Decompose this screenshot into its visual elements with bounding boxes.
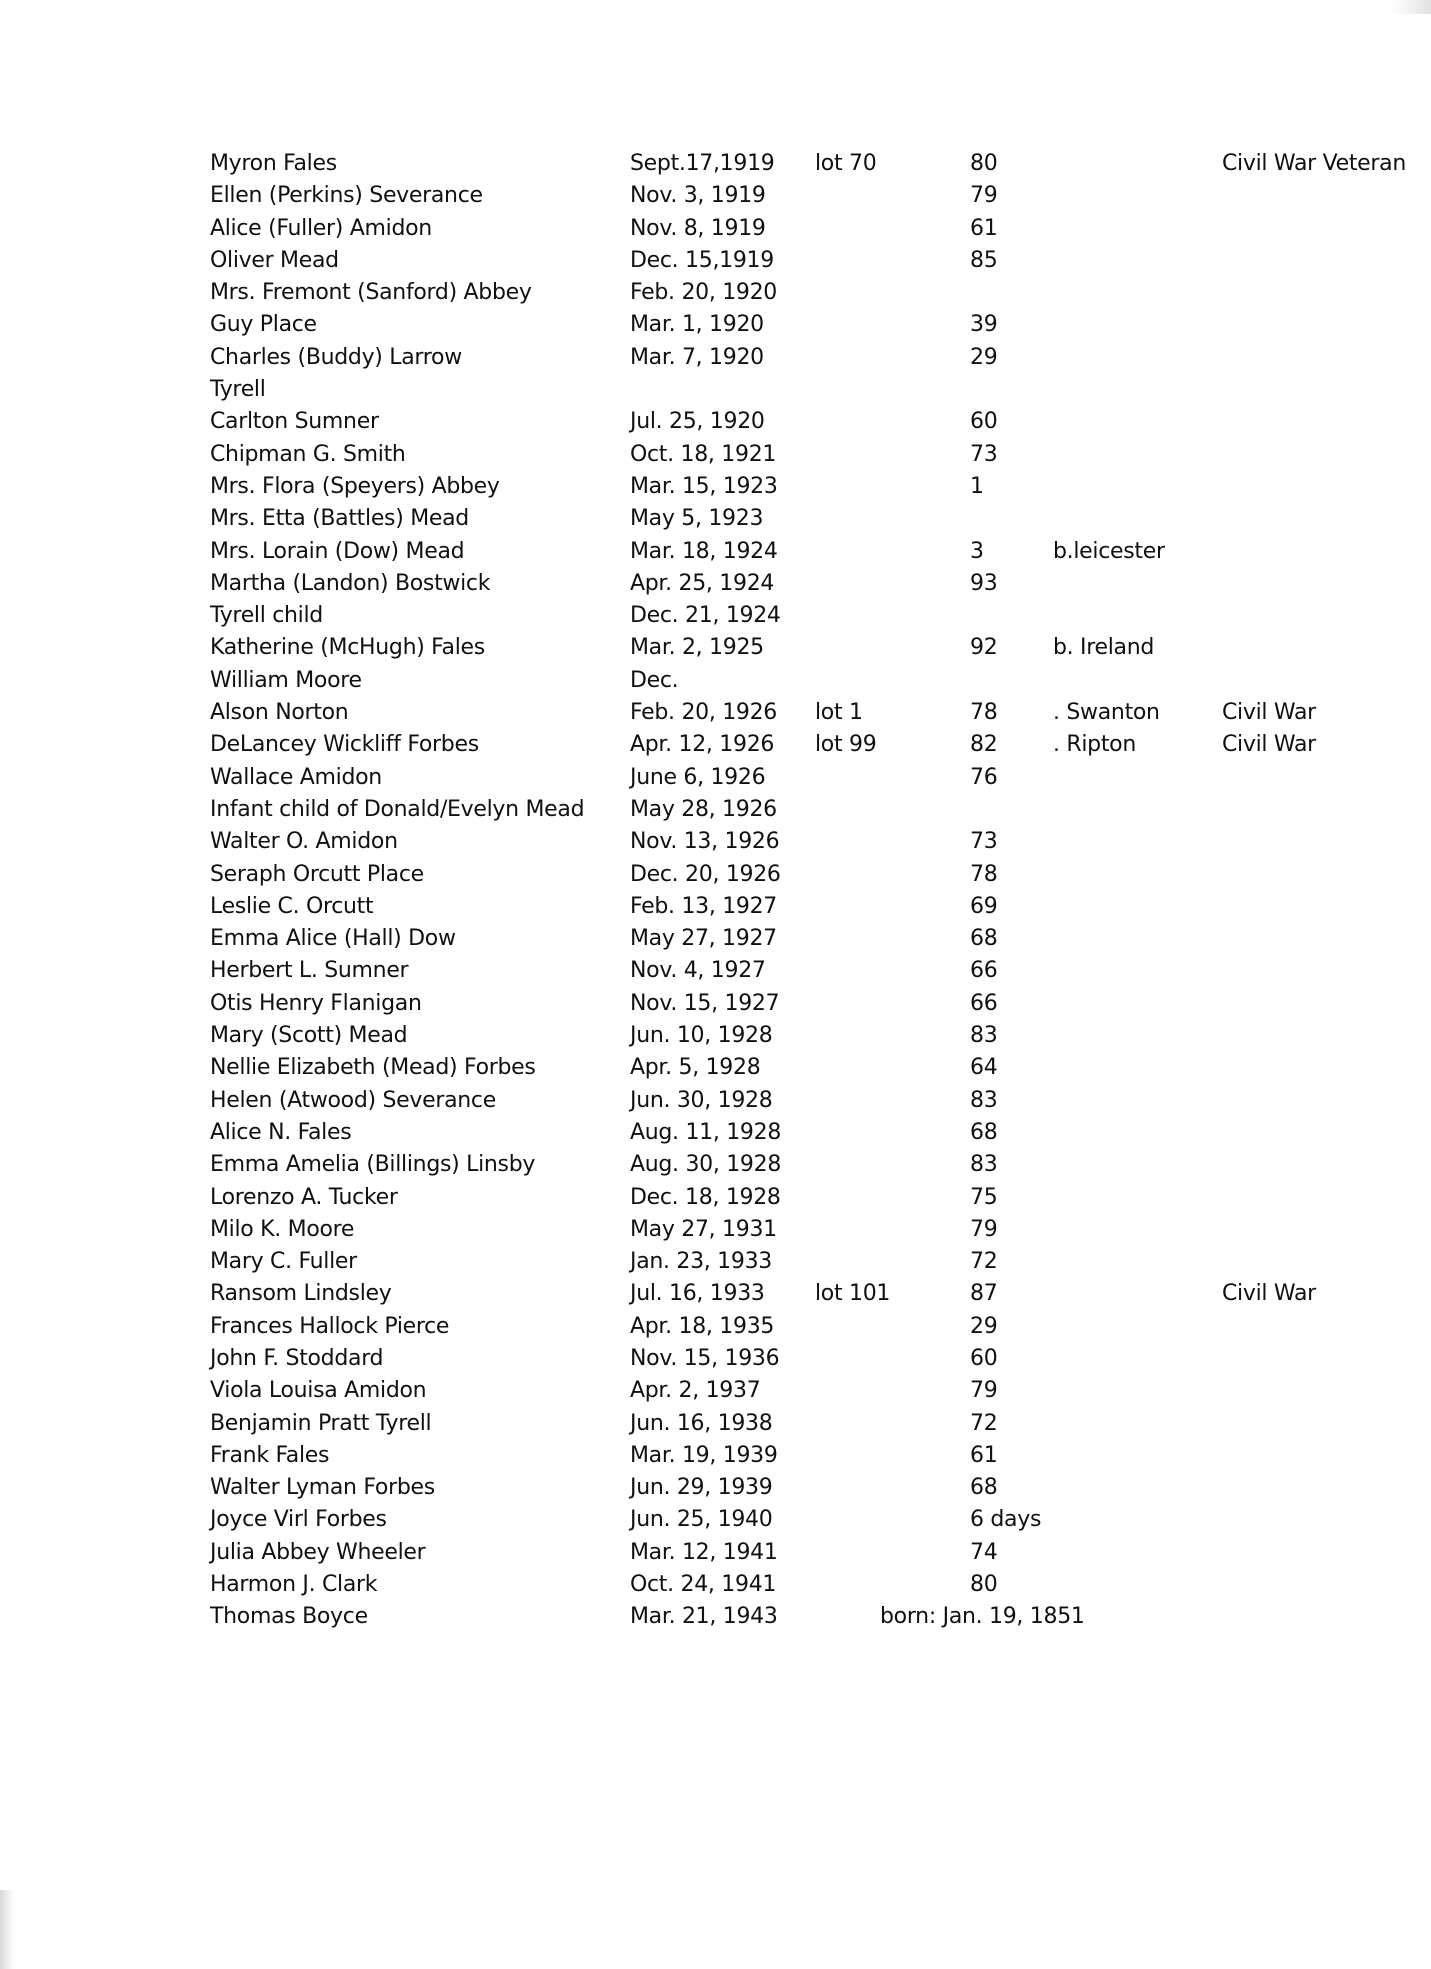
record-age: 39 [970,312,998,338]
record-date: Nov. 15, 1927 [630,990,780,1016]
record-name: Mrs. Flora (Speyers) Abbey [210,473,500,499]
record-date: Mar. 15, 1923 [630,473,778,499]
record-row [0,665,1431,697]
record-date: Dec. 20, 1926 [630,861,781,887]
record-name: Carlton Sumner [210,409,379,435]
record-name: Alice (Fuller) Amidon [210,215,432,241]
record-age: 83 [970,1023,998,1049]
record-note: Civil War [1222,1281,1316,1307]
record-row [0,1020,1431,1052]
record-row [0,1278,1431,1310]
record-row [0,988,1431,1020]
record-date: Mar. 1, 1920 [630,312,764,338]
record-date: Dec. [630,667,679,693]
record-age: 79 [970,1378,998,1404]
record-row [0,1569,1431,1601]
record-name: Infant child of Donald/Evelyn Mead [210,796,585,822]
record-name: Guy Place [210,312,317,338]
record-row [0,794,1431,826]
record-date: Jun. 29, 1939 [630,1475,773,1501]
record-age: 79 [970,183,998,209]
record-name: Seraph Orcutt Place [210,861,424,887]
record-name: Tyrell child [210,603,323,629]
record-row [0,1182,1431,1214]
record-name: Mrs. Lorain (Dow) Mead [210,538,465,564]
record-name: Katherine (McHugh) Fales [210,635,485,661]
record-age: 85 [970,247,998,273]
record-row [0,1149,1431,1181]
record-date: Jun. 16, 1938 [630,1410,773,1436]
record-name: Alson Norton [210,700,349,726]
record-age: 3 [970,538,984,564]
record-row [0,1214,1431,1246]
record-name: Leslie C. Orcutt [210,893,374,919]
record-date: Feb. 20, 1926 [630,700,778,726]
record-date: Oct. 24, 1941 [630,1572,777,1598]
record-age: 66 [970,990,998,1016]
record-age: 61 [970,1442,998,1468]
record-age: 83 [970,1087,998,1113]
record-date: Aug. 30, 1928 [630,1152,782,1178]
record-name: Tyrell [210,377,266,403]
record-name: Charles (Buddy) Larrow [210,344,462,370]
record-name: Harmon J. Clark [210,1572,378,1598]
record-date: Dec. 15,1919 [630,247,774,273]
record-name: Benjamin Pratt Tyrell [210,1410,432,1436]
record-age: 68 [970,926,998,952]
record-age: 72 [970,1410,998,1436]
record-name: Herbert L. Sumner [210,958,409,984]
record-row [0,245,1431,277]
record-name: William Moore [210,667,362,693]
record-row [0,1601,1431,1633]
record-name: Milo K. Moore [210,1216,355,1242]
record-date: May 5, 1923 [630,506,764,532]
record-name: Chipman G. Smith [210,441,406,467]
record-date: Apr. 25, 1924 [630,570,775,596]
record-age: 60 [970,1345,998,1371]
record-date: Apr. 12, 1926 [630,732,775,758]
record-date: Jul. 16, 1933 [630,1281,765,1307]
record-row [0,1085,1431,1117]
record-age: 69 [970,893,998,919]
record-age: 82 [970,732,998,758]
record-row [0,632,1431,664]
record-age: 60 [970,409,998,435]
record-date: Jun. 30, 1928 [630,1087,773,1113]
record-name: Walter O. Amidon [210,829,398,855]
record-lot: lot 1 [815,700,863,726]
record-birthplace: . Swanton [1053,700,1160,726]
record-date: Feb. 20, 1920 [630,280,778,306]
record-row [0,1343,1431,1375]
record-age: 74 [970,1539,998,1565]
record-name: Joyce Virl Forbes [210,1507,387,1533]
record-name: Ransom Lindsley [210,1281,392,1307]
record-name: Emma Alice (Hall) Dow [210,926,456,952]
record-row [0,309,1431,341]
record-note: Civil War [1222,732,1316,758]
record-age: 80 [970,1572,998,1598]
record-age: 76 [970,764,998,790]
record-row [0,1052,1431,1084]
record-name: Wallace Amidon [210,764,382,790]
record-date: May 28, 1926 [630,796,777,822]
record-date: Nov. 4, 1927 [630,958,766,984]
record-age: 87 [970,1281,998,1307]
record-age: 78 [970,700,998,726]
record-age: 72 [970,1249,998,1275]
record-date: Apr. 18, 1935 [630,1313,775,1339]
record-name: Lorenzo A. Tucker [210,1184,398,1210]
record-date: Jun. 25, 1940 [630,1507,773,1533]
record-row [0,923,1431,955]
record-date: Dec. 21, 1924 [630,603,781,629]
record-row [0,1117,1431,1149]
record-row [0,536,1431,568]
record-date: Nov. 13, 1926 [630,829,780,855]
record-age: 79 [970,1216,998,1242]
record-row [0,762,1431,794]
record-age: 1 [970,473,984,499]
record-birthplace: b.leicester [1053,538,1165,564]
record-row [0,600,1431,632]
record-date: Mar. 7, 1920 [630,344,764,370]
record-date: Jan. 23, 1933 [630,1249,772,1275]
record-age: 29 [970,1313,998,1339]
record-name: Alice N. Fales [210,1119,352,1145]
record-age: 66 [970,958,998,984]
record-date: Aug. 11, 1928 [630,1119,782,1145]
record-row [0,213,1431,245]
record-age: 78 [970,861,998,887]
record-age: 61 [970,215,998,241]
scan-edge-shadow [0,1890,14,1969]
record-name: Helen (Atwood) Severance [210,1087,496,1113]
record-date: Nov. 15, 1936 [630,1345,780,1371]
record-date: Mar. 21, 1943 [630,1604,778,1630]
record-name: Frances Hallock Pierce [210,1313,450,1339]
record-date: Nov. 8, 1919 [630,215,766,241]
record-row [0,1246,1431,1278]
record-date: May 27, 1927 [630,926,777,952]
record-note: Civil War Veteran [1222,151,1406,176]
scan-corner-shadow [1391,0,1431,14]
record-age: 80 [970,151,998,176]
burial-records-list [0,148,1431,1634]
record-name: DeLancey Wickliff Forbes [210,732,479,758]
record-date: Sept.17,1919 [630,151,775,176]
record-birthplace: . Ripton [1053,732,1136,758]
record-note: Civil War [1222,700,1316,726]
record-date: Dec. 18, 1928 [630,1184,781,1210]
record-age: 6 days [970,1507,1042,1533]
record-age: 68 [970,1119,998,1145]
record-name: Mary (Scott) Mead [210,1023,408,1049]
record-row [0,471,1431,503]
record-date: May 27, 1931 [630,1216,777,1242]
record-name: Viola Louisa Amidon [210,1378,427,1404]
record-date: Mar. 2, 1925 [630,635,764,661]
record-age: 68 [970,1475,998,1501]
record-name: Mrs. Fremont (Sanford) Abbey [210,280,532,306]
record-row [0,1472,1431,1504]
record-lot: lot 70 [815,151,877,176]
record-row [0,1504,1431,1536]
record-born-note: born: Jan. 19, 1851 [880,1604,1085,1630]
record-row [0,826,1431,858]
record-row [0,697,1431,729]
record-row [0,180,1431,212]
record-row [0,374,1431,406]
record-age: 73 [970,441,998,467]
record-date: Apr. 2, 1937 [630,1378,761,1404]
record-date: Jul. 25, 1920 [630,409,765,435]
record-age: 83 [970,1152,998,1178]
record-lot: lot 101 [815,1281,891,1307]
record-name: Walter Lyman Forbes [210,1475,435,1501]
record-name: Myron Fales [210,151,337,176]
record-date: Jun. 10, 1928 [630,1023,773,1049]
record-row [0,439,1431,471]
record-name: Ellen (Perkins) Severance [210,183,483,209]
record-birthplace: b. Ireland [1053,635,1155,661]
record-date: Nov. 3, 1919 [630,183,766,209]
record-row [0,955,1431,987]
record-date: Mar. 19, 1939 [630,1442,778,1468]
record-name: Emma Amelia (Billings) Linsby [210,1152,536,1178]
record-name: Julia Abbey Wheeler [210,1539,426,1565]
record-row [0,859,1431,891]
record-row [0,148,1431,180]
record-row [0,1408,1431,1440]
record-name: Nellie Elizabeth (Mead) Forbes [210,1055,536,1081]
record-row [0,277,1431,309]
record-age: 29 [970,344,998,370]
record-row [0,1311,1431,1343]
record-name: John F. Stoddard [210,1345,384,1371]
record-name: Mary C. Fuller [210,1249,357,1275]
record-row [0,729,1431,761]
record-name: Martha (Landon) Bostwick [210,570,491,596]
record-name: Frank Fales [210,1442,330,1468]
record-date: Apr. 5, 1928 [630,1055,761,1081]
record-date: Mar. 18, 1924 [630,538,778,564]
record-name: Thomas Boyce [210,1604,368,1630]
record-row [0,406,1431,438]
record-date: Mar. 12, 1941 [630,1539,778,1565]
record-row [0,1440,1431,1472]
record-row [0,1537,1431,1569]
record-date: June 6, 1926 [630,764,766,790]
record-lot: lot 99 [815,732,877,758]
record-age: 93 [970,570,998,596]
record-name: Mrs. Etta (Battles) Mead [210,506,469,532]
record-row [0,568,1431,600]
record-date: Oct. 18, 1921 [630,441,777,467]
record-age: 64 [970,1055,998,1081]
record-age: 73 [970,829,998,855]
record-name: Oliver Mead [210,247,339,273]
record-date: Feb. 13, 1927 [630,893,778,919]
record-row [0,342,1431,374]
record-row [0,1375,1431,1407]
record-row [0,891,1431,923]
record-row [0,503,1431,535]
record-age: 92 [970,635,998,661]
record-name: Otis Henry Flanigan [210,990,422,1016]
record-age: 75 [970,1184,998,1210]
